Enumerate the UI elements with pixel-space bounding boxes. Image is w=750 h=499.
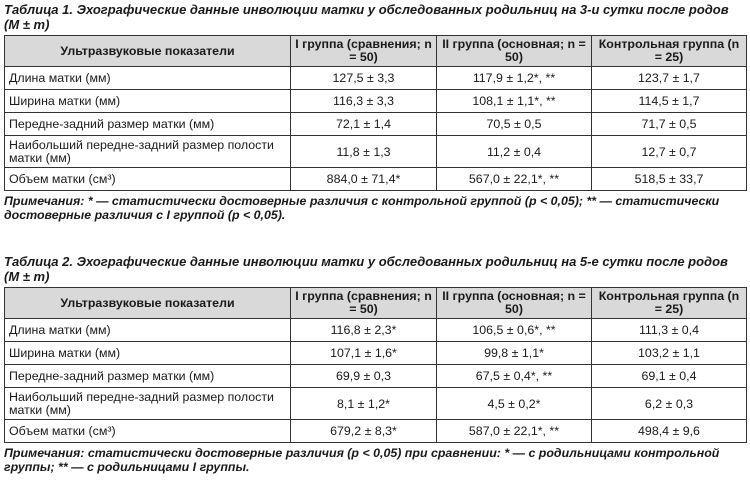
table1-header-group2: II группа (основная; n = 50): [437, 36, 592, 67]
cell-value: 72,1 ± 1,4: [291, 113, 437, 136]
row-label: Передне-задний размер матки (мм): [5, 365, 291, 388]
row-label: Объем матки (см³): [5, 420, 291, 443]
table2-header-group1: I группа (сравнения; n = 50): [291, 288, 437, 319]
cell-value: 11,8 ± 1,3: [291, 136, 437, 168]
table-row: [5, 168, 747, 191]
table-row: [5, 365, 747, 388]
table1-header-row: [5, 36, 747, 67]
cell-value: 69,1 ± 0,4: [592, 365, 747, 388]
row-label: Передне-задний размер матки (мм): [5, 113, 291, 136]
table-row: [5, 319, 747, 342]
table-row: [5, 342, 747, 365]
cell-value: 123,7 ± 1,7: [592, 67, 747, 90]
cell-value: 107,1 ± 1,6*: [291, 342, 437, 365]
cell-value: 4,5 ± 0,2*: [437, 388, 592, 420]
table1-note: Примечания: * — статистически достоверные различия с контрольной группой (p < 0,05); ** — статистически достоверные различия с I группой (p < 0,05).: [4, 194, 720, 222]
cell-value: 127,5 ± 3,3: [291, 67, 437, 90]
table-row: [5, 136, 747, 168]
row-label: Ширина матки (мм): [5, 90, 291, 113]
table2-header-indicator: Ультразвуковые показатели: [5, 288, 291, 319]
cell-value: 111,3 ± 0,4: [592, 319, 747, 342]
cell-value: 117,9 ± 1,2*, **: [437, 67, 592, 90]
table1-header-indicator: Ультразвуковые показатели: [5, 36, 291, 67]
cell-value: 108,1 ± 1,1*, **: [437, 90, 592, 113]
cell-value: 114,5 ± 1,7: [592, 90, 747, 113]
table-row: [5, 113, 747, 136]
cell-value: 498,4 ± 9,6: [592, 420, 747, 443]
cell-value: 12,7 ± 0,7: [592, 136, 747, 168]
cell-value: 116,3 ± 3,3: [291, 90, 437, 113]
table1-header-control: Контрольная группа (n = 25): [592, 36, 747, 67]
cell-value: 679,2 ± 8,3*: [291, 420, 437, 443]
table2-block: [4, 254, 746, 474]
table-row: [5, 67, 747, 90]
cell-value: 67,5 ± 0,4*, **: [437, 365, 592, 388]
cell-value: 8,1 ± 1,2*: [291, 388, 437, 420]
table2-header-control: Контрольная группа (n = 25): [592, 288, 747, 319]
row-label: Наибольший передне-задний размер полости матки (мм): [5, 388, 291, 420]
table-row: [5, 90, 747, 113]
row-label: Наибольший передне-задний размер полости матки (мм): [5, 136, 291, 168]
cell-value: 11,2 ± 0,4: [437, 136, 592, 168]
table1-header-group1: I группа (сравнения; n = 50): [291, 36, 437, 67]
table1-caption: Таблица 1. Эхографические данные инволюции матки у обследованных родильниц на 3-и сутки после родов (M ± m): [4, 2, 729, 32]
table2: [4, 287, 747, 443]
cell-value: 71,7 ± 0,5: [592, 113, 747, 136]
cell-value: 116,8 ± 2,3*: [291, 319, 437, 342]
table1: [4, 35, 747, 191]
table-row: [5, 388, 747, 420]
cell-value: 69,9 ± 0,3: [291, 365, 437, 388]
table2-header-row: [5, 288, 747, 319]
table2-note: Примечания: статистически достоверные различия (p < 0,05) при сравнении: * — с родильницами контрольной группы; ** — с родильницами I группы.: [4, 446, 720, 474]
cell-value: 106,5 ± 0,6*, **: [437, 319, 592, 342]
cell-value: 587,0 ± 22,1*, **: [437, 420, 592, 443]
table2-caption: Таблица 2. Эхографические данные инволюции матки у обследованных родильниц на 5-е сутки после родов (M ± m): [4, 254, 728, 284]
row-label: Ширина матки (мм): [5, 342, 291, 365]
table-row: [5, 420, 747, 443]
table2-header-group2: II группа (основная; n = 50): [437, 288, 592, 319]
cell-value: 567,0 ± 22,1*, **: [437, 168, 592, 191]
row-label: Длина матки (мм): [5, 319, 291, 342]
cell-value: 518,5 ± 33,7: [592, 168, 747, 191]
cell-value: 70,5 ± 0,5: [437, 113, 592, 136]
row-label: Объем матки (см³): [5, 168, 291, 191]
cell-value: 99,8 ± 1,1*: [437, 342, 592, 365]
cell-value: 6,2 ± 0,3: [592, 388, 747, 420]
table1-block: [4, 2, 746, 222]
row-label: Длина матки (мм): [5, 67, 291, 90]
cell-value: 103,2 ± 1,1: [592, 342, 747, 365]
cell-value: 884,0 ± 71,4*: [291, 168, 437, 191]
